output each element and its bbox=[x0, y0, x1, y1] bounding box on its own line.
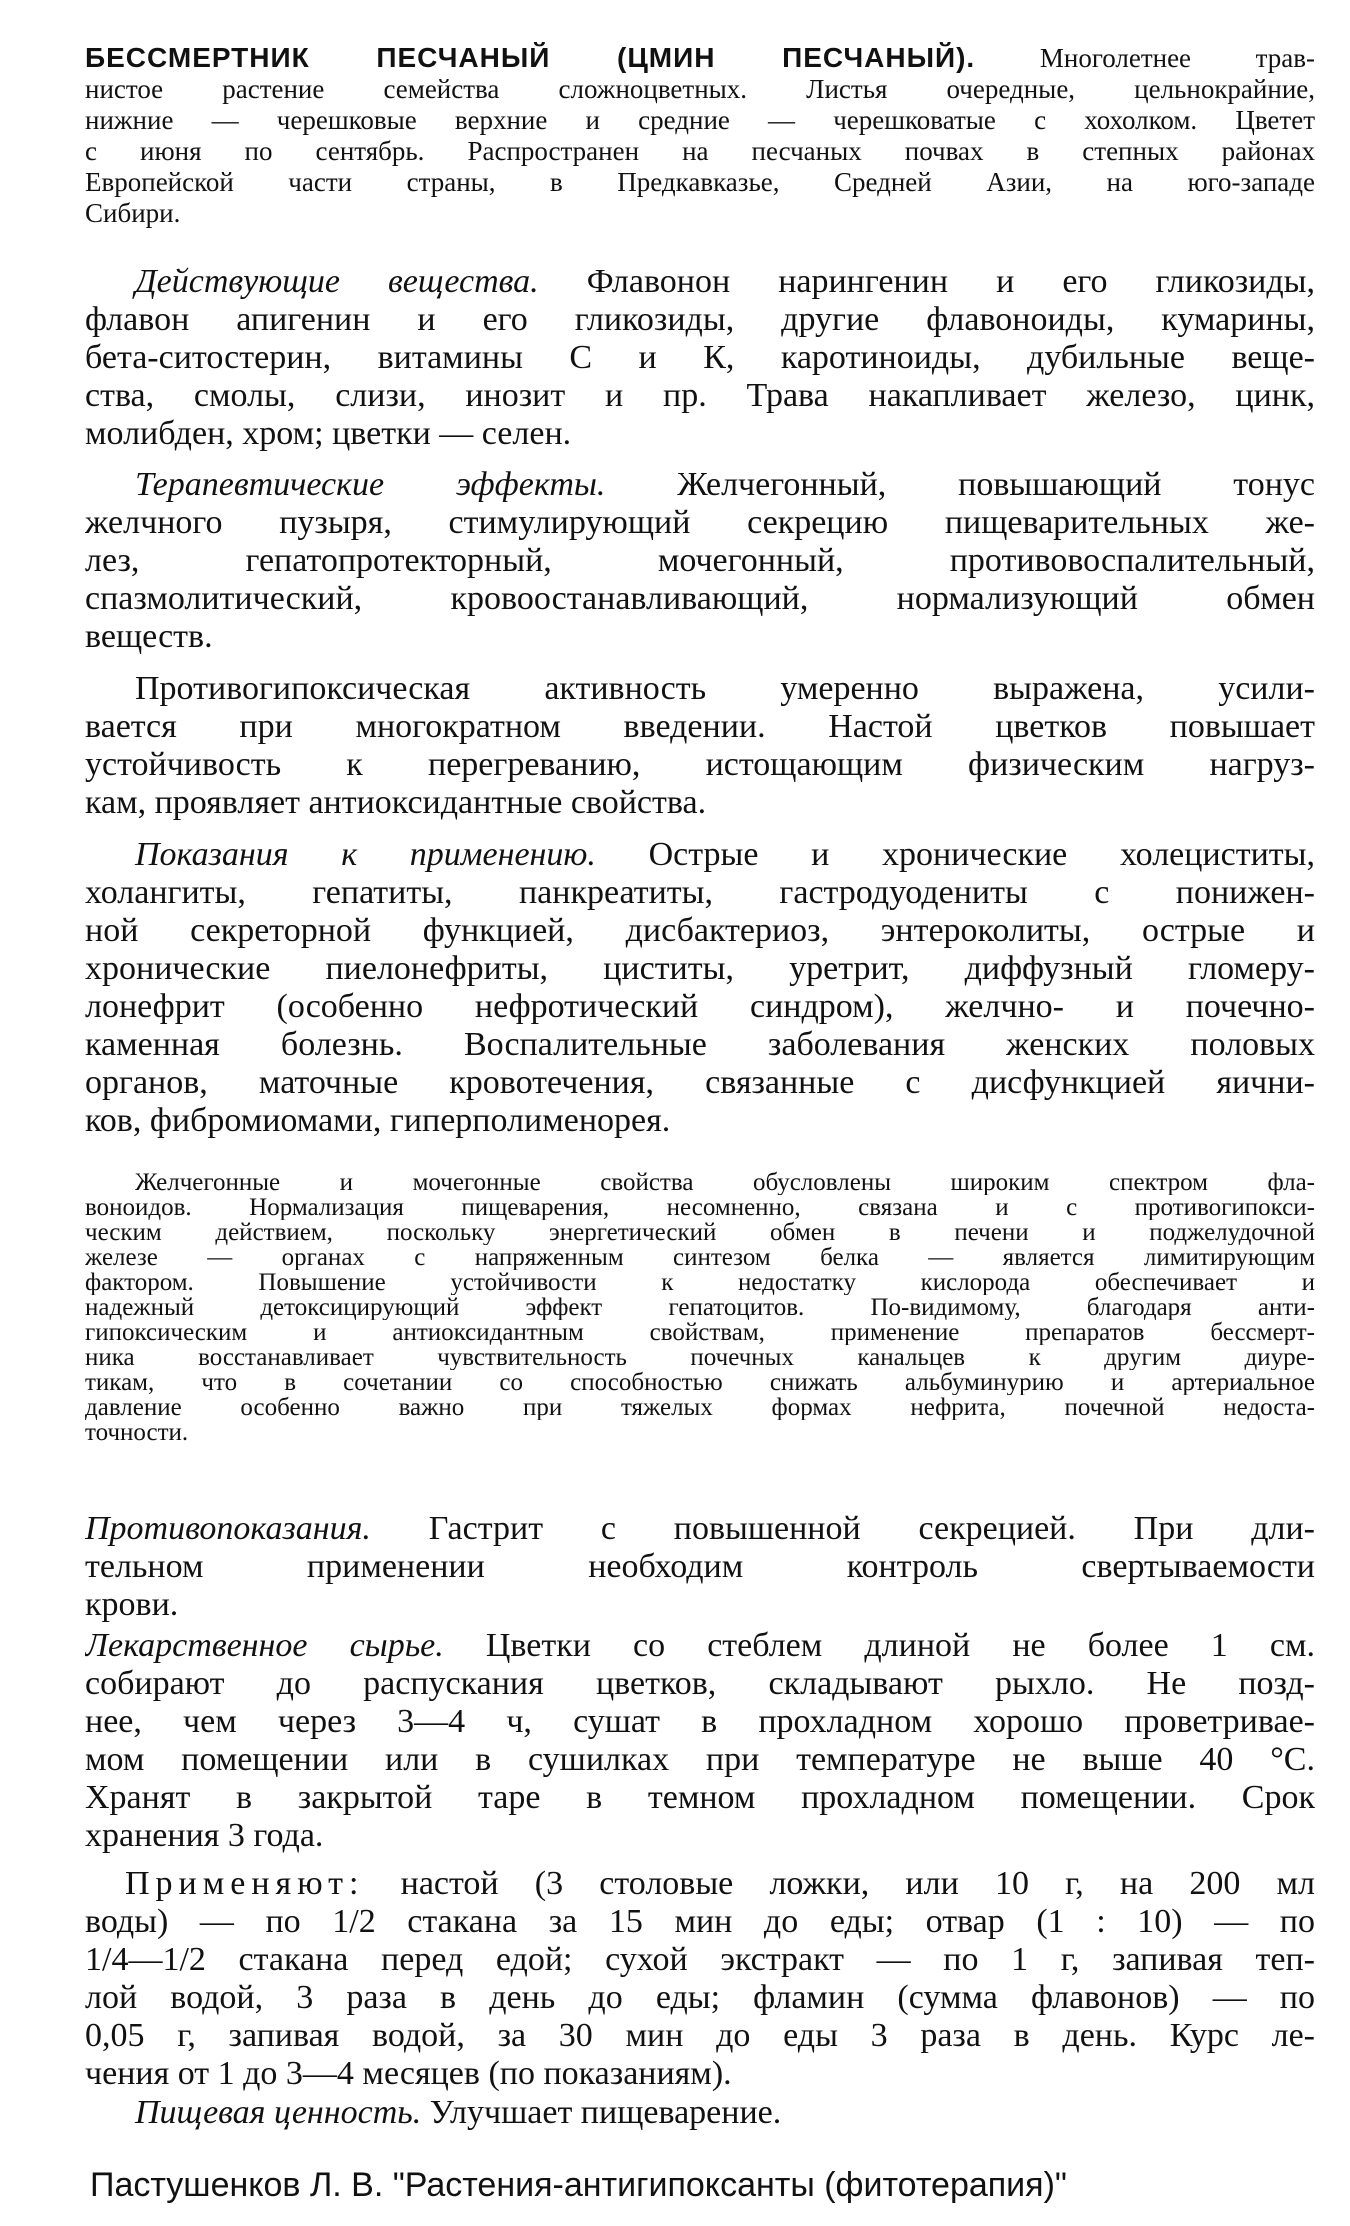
section-term: Действующие вещества. bbox=[135, 263, 539, 300]
body-line: органов, маточные кровотечения, связанные с дисфункцией яични- bbox=[85, 1064, 1315, 1101]
intro-line: Европейской части страны, в Предкавказье, Средней Азии, на юго-западе bbox=[85, 167, 1315, 197]
article-title: БЕССМЕРТНИК ПЕСЧАНЫЙ (ЦМИН ПЕСЧАНЫЙ). bbox=[85, 42, 976, 73]
note-line: Желчегонные и мочегонные свойства обусловлены широким спектром фла- bbox=[135, 1170, 1315, 1195]
body-line: 0,05 г, запивая водой, за 30 мин до еды 3 раза в день. Курс ле- bbox=[85, 2017, 1315, 2054]
note-line: ческим действием, поскольку энергетический обмен в печени и поджелудочной bbox=[85, 1220, 1315, 1245]
body-line: настой (3 столовые ложки, или 10 г, на 200 мл bbox=[400, 1865, 1315, 1902]
intro-line: с июня по сентябрь. Распространен на песчаных почвах в степных районах bbox=[85, 136, 1315, 166]
body-line: 1/4—1/2 стакана перед едой; сухой экстракт — по 1 г, запивая теп- bbox=[85, 1941, 1315, 1978]
body-line: желчного пузыря, стимулирующий секрецию пищеварительных же- bbox=[85, 504, 1315, 541]
body-line: холангиты, гепатиты, панкреатиты, гастродуодениты с понижен- bbox=[85, 874, 1315, 911]
body-line: нее, чем через 3—4 ч, сушат в прохладном хорошо проветривае- bbox=[85, 1703, 1315, 1740]
body-line: каменная болезнь. Воспалительные заболевания женских половых bbox=[85, 1026, 1315, 1063]
body-line: Флавонон нарингенин и его гликозиды, bbox=[586, 263, 1315, 300]
indications-paragraph bbox=[85, 836, 1315, 1140]
note-line: точности. bbox=[85, 1420, 189, 1445]
body-line: устойчивость к перегреванию, истощающим физическим нагруз- bbox=[85, 746, 1315, 783]
body-line: лой водой, 3 раза в день до еды; фламин (сумма флавонов) — по bbox=[85, 1979, 1315, 2016]
body-line: мом помещении или в сушилках при температуре не выше 40 °С. bbox=[85, 1741, 1315, 1778]
section-term: Показания к применению. bbox=[135, 836, 596, 873]
body-line: лез, гепатопротекторный, мочегонный, противовоспалительный, bbox=[85, 542, 1315, 579]
body-line: флавон апигенин и его гликозиды, другие флавоноиды, кумарины, bbox=[85, 301, 1315, 338]
body-line: кам, проявляет антиоксидантные свойства. bbox=[85, 784, 707, 821]
body-line: Улучшает пищеварение. bbox=[429, 2094, 782, 2131]
body-line: чения от 1 до 3—4 месяцев (по показаниям). bbox=[85, 2055, 732, 2092]
body-line: лонефрит (особенно нефротический синдром), желчно- и почечно- bbox=[85, 988, 1315, 1025]
note-line: гипоксическим и антиоксидантным свойствам, применение препаратов бессмерт- bbox=[85, 1320, 1315, 1345]
section-term: Пищевая ценность. bbox=[135, 2094, 422, 2131]
contraindications-paragraph bbox=[85, 1510, 1315, 1624]
note-line: фактором. Повышение устойчивости к недостатку кислорода обеспечивает и bbox=[85, 1270, 1315, 1295]
intro-paragraph bbox=[85, 42, 1315, 229]
antihypoxic-paragraph bbox=[85, 670, 1315, 822]
body-line: собирают до распускания цветков, складывают рыхло. Не позд- bbox=[85, 1665, 1315, 1702]
body-line: вается при многократном введении. Настой цветков повышает bbox=[85, 708, 1315, 745]
intro-line: нижние — черешковые верхние и средние — черешковатые с хохолком. Цветет bbox=[85, 105, 1315, 135]
raw-material-paragraph bbox=[85, 1627, 1315, 1855]
body-line: тельном применении необходим контроль свертываемости bbox=[85, 1548, 1315, 1585]
note-line: железе — органах с напряженным синтезом белка — является лимитирующим bbox=[85, 1245, 1315, 1270]
body-line: хронические пиелонефриты, циститы, уретрит, диффузный гломеру- bbox=[85, 950, 1315, 987]
body-line: крови. bbox=[85, 1586, 179, 1623]
source-credit: Пастушенков Л. В. "Растения-антигипоксанты (фитотерапия)" bbox=[90, 2166, 1067, 2204]
body-line: ков, фибромиомами, гиперполименорея. bbox=[85, 1102, 671, 1139]
note-line: давление особенно важно при тяжелых формах нефрита, почечной недоста- bbox=[85, 1395, 1315, 1420]
intro-line: Многолетнее трав- bbox=[1039, 43, 1315, 73]
section-term: Терапевтические эффекты. bbox=[135, 466, 606, 503]
body-line: Хранят в закрытой таре в темном прохладном помещении. Срок bbox=[85, 1779, 1315, 1816]
body-line: веществ. bbox=[85, 618, 213, 655]
note-line: воноидов. Нормализация пищеварения, несомненно, связана и с противогипокси- bbox=[85, 1195, 1315, 1220]
note-line: надежный детоксицирующий эффект гепатоцитов. По-видимому, благодаря анти- bbox=[85, 1295, 1315, 1320]
usage-paragraph bbox=[85, 1865, 1315, 2093]
body-line: молибден, хром; цветки — селен. bbox=[85, 415, 572, 452]
intro-line: Сибири. bbox=[85, 198, 181, 228]
section-term: Лекарственное сырье. bbox=[85, 1627, 444, 1664]
note-line: тикам, что в сочетании со способностью снижать альбуминурию и артериальное bbox=[85, 1370, 1315, 1395]
section-term: Применяют: bbox=[125, 1865, 365, 1902]
body-line: бета-ситостерин, витамины С и К, каротиноиды, дубильные веще- bbox=[85, 339, 1315, 376]
active-substances-paragraph bbox=[85, 263, 1315, 453]
body-line: ства, смолы, слизи, инозит и пр. Трава накапливает железо, цинк, bbox=[85, 377, 1315, 414]
fine-print-note bbox=[85, 1170, 1315, 1445]
body-line: воды) — по 1/2 стакана за 15 мин до еды; отвар (1 : 10) — по bbox=[85, 1903, 1315, 1940]
body-line: Противогипоксическая активность умеренно выражена, усили- bbox=[135, 670, 1315, 707]
body-line: ной секреторной функцией, дисбактериоз, энтероколиты, острые и bbox=[85, 912, 1315, 949]
body-line: Желчегонный, повышающий тонус bbox=[677, 466, 1315, 503]
note-line: ника восстанавливает чувствительность почечных канальцев к другим диуре- bbox=[85, 1345, 1315, 1370]
body-line: Острые и хронические холециститы, bbox=[648, 836, 1315, 873]
body-line: Гастрит с повышенной секрецией. При дли- bbox=[428, 1510, 1315, 1547]
body-line: спазмолитический, кровоостанавливающий, нормализующий обмен bbox=[85, 580, 1315, 617]
therapeutic-effects-paragraph bbox=[85, 466, 1315, 656]
body-line: Цветки со стеблем длиной не более 1 см. bbox=[485, 1627, 1315, 1664]
nutrition-paragraph bbox=[85, 2094, 1315, 2132]
section-term: Противопоказания. bbox=[85, 1510, 371, 1547]
body-line: хранения 3 года. bbox=[85, 1817, 324, 1854]
intro-line: нистое растение семейства сложноцветных. Листья очередные, цельнокрайние, bbox=[85, 74, 1315, 104]
